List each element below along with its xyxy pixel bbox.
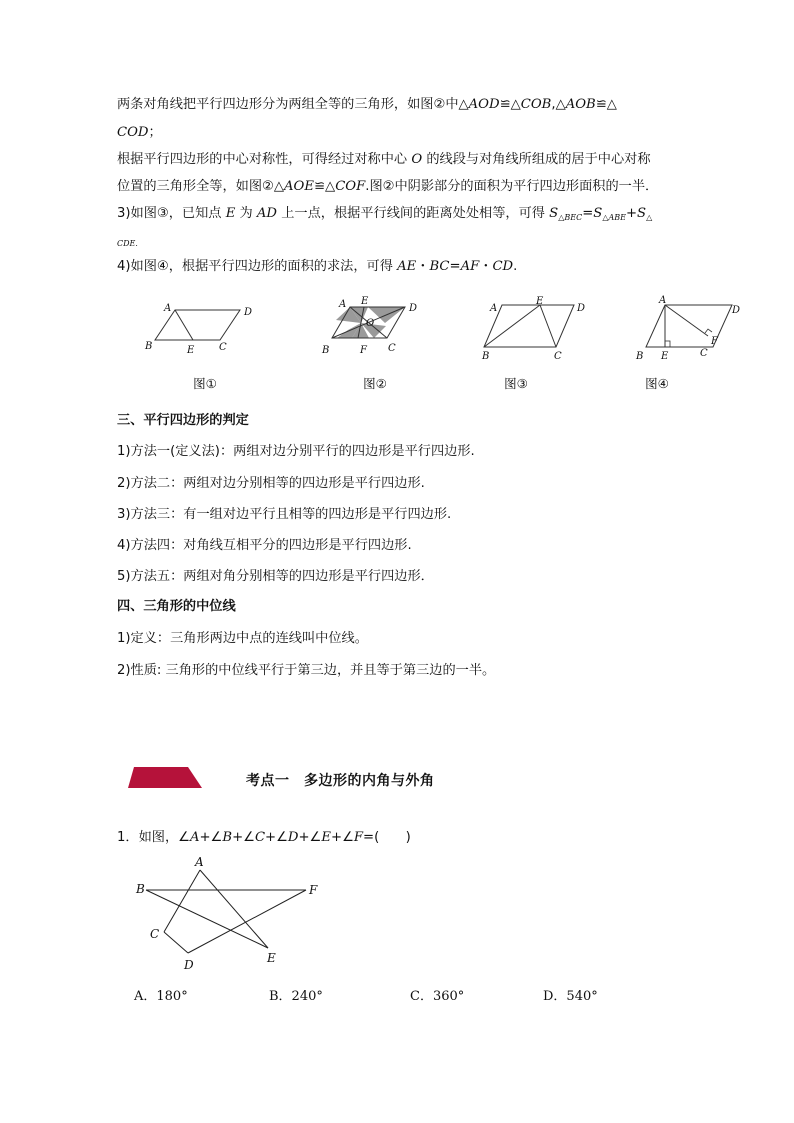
text: +∠	[232, 830, 255, 845]
choice-b[interactable]: B．240°	[269, 989, 323, 1004]
section-3-item: 5)方法五：两组对角分别相等的四边形是平行四边形．	[117, 569, 434, 584]
text: 两条对角线把平行四边形分为两组全等的三角形，如图②中△	[117, 97, 469, 112]
math: O	[411, 152, 423, 167]
text: 位置的三角形全等，如图②△	[117, 179, 285, 194]
math: C	[254, 830, 266, 845]
caption-figure-3: 图③	[504, 376, 528, 391]
question-1-figure	[128, 850, 338, 975]
text-line-2	[117, 124, 162, 142]
math: S	[637, 206, 647, 221]
label-A: A	[490, 303, 498, 314]
text: ・	[479, 259, 493, 274]
label-E: E	[187, 345, 195, 356]
text: ≌△	[499, 97, 521, 112]
figure-3-parallelogram	[478, 293, 590, 363]
math: E	[321, 830, 332, 845]
question-1-text	[117, 829, 411, 847]
math: COF	[335, 179, 366, 194]
text-line-5	[117, 205, 652, 227]
math: S	[593, 206, 603, 221]
math: COB	[520, 97, 552, 112]
math: B	[222, 830, 233, 845]
text: 为	[235, 206, 257, 221]
text: 如图，∠	[138, 830, 190, 845]
text: +∠	[265, 830, 288, 845]
math: F	[353, 830, 364, 845]
label-F: F	[360, 345, 367, 356]
text: 的线段与对角线所组成的居于中心对称	[422, 152, 651, 167]
text-line-6	[117, 234, 138, 253]
text: 根据平行四边形的中心对称性，可得经过对称中心	[117, 152, 412, 167]
math: E	[225, 206, 236, 221]
label-B: B	[322, 345, 330, 356]
label-D: D	[184, 958, 194, 972]
math: AOB	[565, 97, 596, 112]
text: .	[135, 239, 138, 248]
text: .	[513, 259, 518, 274]
label-O: O	[366, 318, 375, 329]
label-D: D	[244, 307, 253, 318]
caption-figure-4: 图④	[645, 376, 669, 391]
section-3-item: 1)方法一(定义法)：两组对边分别平行的四边形是平行四边形.	[117, 444, 475, 459]
text: ≌△	[314, 179, 336, 194]
math: CD	[492, 259, 514, 274]
math: BC	[429, 259, 450, 274]
label-A: A	[164, 303, 172, 314]
text-line-7	[117, 258, 517, 276]
label-C: C	[219, 342, 227, 353]
figure-2-parallelogram	[312, 293, 427, 361]
math: COD	[117, 125, 149, 140]
math: S	[549, 206, 559, 221]
text: 4)如图④，根据平行四边形的面积的求法，可得	[117, 259, 398, 274]
section-3-item: 2)方法二：两组对边分别相等的四边形是平行四边形.	[117, 476, 425, 491]
label-E: E	[536, 296, 544, 307]
math: AOD	[468, 97, 500, 112]
math-subscript: △	[646, 213, 653, 222]
section-3-item: 3)方法三：有一组对边平行且相等的四边形是平行四边形.	[117, 507, 452, 522]
label-A: A	[195, 855, 204, 869]
text: +∠	[199, 830, 223, 845]
text-line-3	[117, 151, 651, 169]
text: ・	[416, 259, 430, 274]
text-line-4	[117, 178, 658, 196]
label-F: F	[309, 883, 318, 897]
math: D	[287, 830, 299, 845]
section-banner-title: 考点一 多边形的内角与外角	[246, 773, 435, 789]
caption-figure-2: 图②	[363, 376, 387, 391]
text: ,△	[551, 97, 566, 112]
text: ；	[148, 125, 162, 140]
label-D: D	[732, 305, 741, 316]
section-4-item: 1)定义：三角形两边中点的连线叫中位线。	[117, 631, 368, 646]
banner-parallelogram-icon	[128, 767, 208, 789]
label-F: F	[711, 336, 718, 347]
caption-figure-1: 图①	[193, 376, 217, 391]
math: AD	[256, 206, 278, 221]
label-C: C	[700, 348, 708, 359]
label-A: A	[659, 295, 667, 306]
figure-4-parallelogram	[628, 293, 746, 363]
text: +	[625, 206, 638, 221]
text: +∠	[331, 830, 354, 845]
text-line-1	[117, 96, 617, 114]
label-C: C	[150, 927, 160, 941]
choice-d[interactable]: D．540°	[543, 989, 598, 1004]
text: ≌△	[595, 97, 617, 112]
text: =	[582, 206, 594, 221]
text: 3)如图③，已知点	[117, 206, 226, 221]
label-E: E	[661, 351, 669, 362]
label-C: C	[388, 343, 396, 354]
label-B: B	[636, 351, 644, 362]
label-E: E	[361, 296, 369, 307]
section-4-heading: 四、三角形的中位线	[117, 599, 236, 614]
question-number: 1．	[117, 830, 139, 845]
section-3-heading: 三、平行四边形的判定	[117, 413, 249, 428]
math: AF	[460, 259, 480, 274]
math-subscript: △ABE	[602, 213, 626, 222]
text: 上一点，根据平行线间的距离处处相等，可得	[277, 206, 550, 221]
label-D: D	[577, 303, 586, 314]
math-subscript: △BEC	[558, 213, 583, 222]
figure-1-parallelogram	[140, 295, 260, 357]
label-B: B	[136, 882, 145, 896]
label-C: C	[554, 351, 562, 362]
choice-a[interactable]: A．180°	[134, 989, 188, 1004]
text: .图②中阴影部分的面积为平行四边形面积的一半．	[365, 179, 659, 194]
math: AOE	[284, 179, 314, 194]
section-3-item: 4)方法四：对角线互相平分的四边形是平行四边形.	[117, 538, 412, 553]
math-subscript: CDE	[117, 239, 136, 248]
text: =	[449, 259, 461, 274]
label-B: B	[145, 341, 153, 352]
text: +∠	[298, 830, 322, 845]
choice-c[interactable]: C．360°	[410, 989, 465, 1004]
label-E: E	[267, 951, 276, 965]
math: A	[189, 830, 200, 845]
label-B: B	[482, 351, 490, 362]
label-A: A	[339, 299, 347, 310]
text: =( )	[363, 830, 411, 845]
label-D: D	[409, 303, 418, 314]
section-4-item: 2)性质: 三角形的中位线平行于第三边，并且等于第三边的一半。	[117, 663, 496, 678]
math: AE	[397, 259, 417, 274]
